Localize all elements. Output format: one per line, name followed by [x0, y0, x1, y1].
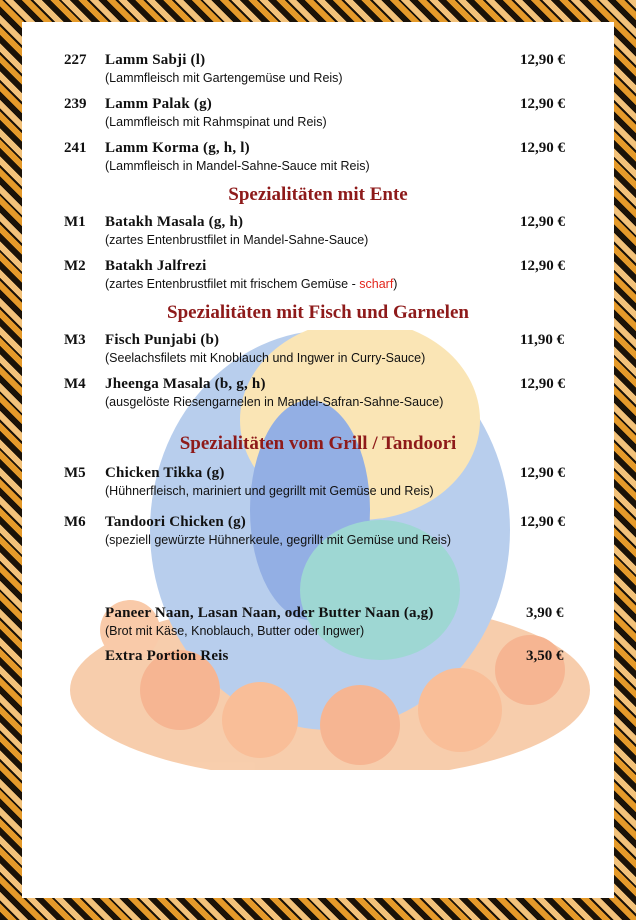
item-price: 12,90 €: [520, 96, 565, 112]
item-description: (Brot mit Käse, Knoblauch, Butter oder Ingwer): [105, 624, 365, 638]
item-number: 241: [64, 140, 87, 156]
item-description: (ausgelöste Riesengarnelen in Mandel-Safran-Sahne-Sauce): [105, 395, 444, 409]
item-description: (Lammfleisch mit Gartengemüse und Reis): [105, 71, 343, 85]
item-description: (zartes Entenbrustfilet mit frischem Gemüse - scharf): [105, 277, 398, 291]
item-description: (Lammfleisch in Mandel-Sahne-Sauce mit Reis): [105, 159, 370, 173]
item-number: M5: [64, 465, 86, 481]
spicy-label: scharf: [359, 277, 394, 291]
item-name: Extra Portion Reis: [105, 648, 229, 664]
item-name: Lamm Sabji (l): [105, 52, 206, 68]
item-price: 3,90 €: [526, 605, 564, 621]
item-number: 239: [64, 96, 87, 112]
item-name: Jheenga Masala (b, g, h): [105, 376, 266, 392]
item-description: (zartes Entenbrustfilet in Mandel-Sahne-Sauce): [105, 233, 369, 247]
item-number: M2: [64, 258, 86, 274]
item-number: M1: [64, 214, 86, 230]
item-name: Chicken Tikka (g): [105, 465, 225, 481]
item-price: 12,90 €: [520, 514, 565, 530]
item-price: 12,90 €: [520, 376, 565, 392]
item-price: 3,50 €: [526, 648, 564, 664]
item-price: 12,90 €: [520, 214, 565, 230]
item-number: M4: [64, 376, 86, 392]
item-number: M6: [64, 514, 86, 530]
section-heading-grill: Spezialitäten vom Grill / Tandoori: [179, 433, 457, 454]
item-name: Batakh Jalfrezi: [105, 258, 207, 274]
item-number: 227: [64, 52, 87, 68]
item-price: 12,90 €: [520, 140, 565, 156]
item-price: 12,90 €: [520, 465, 565, 481]
item-name: Lamm Korma (g, h, l): [105, 140, 250, 156]
item-description: (Lammfleisch mit Rahmspinat und Reis): [105, 115, 327, 129]
item-name: Batakh Masala (g, h): [105, 214, 244, 230]
item-name: Paneer Naan, Lasan Naan, oder Butter Naan (a,g): [105, 605, 434, 621]
section-heading-fisch: Spezialitäten mit Fisch und Garnelen: [167, 302, 469, 323]
item-name: Fisch Punjabi (b): [105, 332, 220, 348]
item-description: (speziell gewürzte Hühnerkeule, gegrillt mit Gemüse und Reis): [105, 533, 451, 547]
item-description: (Seelachsfilets mit Knoblauch und Ingwer in Curry-Sauce): [105, 351, 426, 365]
item-name: Tandoori Chicken (g): [105, 514, 246, 530]
item-price: 12,90 €: [520, 258, 565, 274]
item-description: (Hühnerfleisch, mariniert und gegrillt mit Gemüse und Reis): [105, 484, 434, 498]
item-price: 12,90 €: [520, 52, 565, 68]
item-number: M3: [64, 332, 86, 348]
item-price: 11,90 €: [520, 332, 565, 348]
section-heading-ente: Spezialitäten mit Ente: [228, 184, 408, 205]
item-name: Lamm Palak (g): [105, 96, 212, 112]
